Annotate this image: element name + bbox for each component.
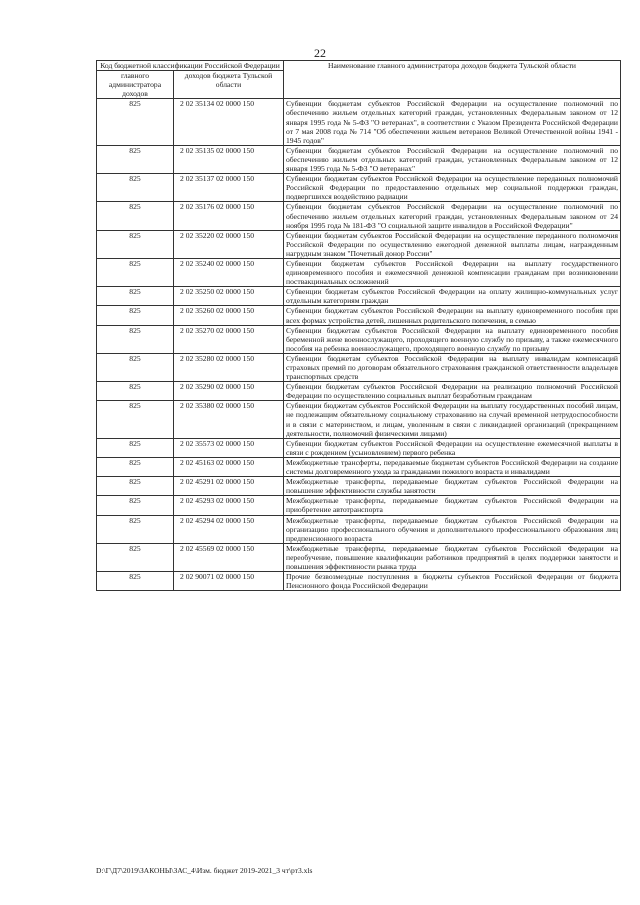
income-code-cell: 2 02 35290 02 0000 150 (174, 382, 284, 401)
table-row (97, 515, 621, 543)
table-row (97, 174, 621, 202)
table-header-row (97, 61, 621, 71)
income-code-cell: 2 02 35137 02 0000 150 (174, 174, 284, 202)
administrator-name-header: Наименование главного администратора доходов бюджета Тульской области (284, 61, 621, 99)
income-code-cell: 2 02 45163 02 0000 150 (174, 457, 284, 476)
income-name-cell: Субвенции бюджетам субъектов Российской Федерации на осуществление ежемесячной выплаты в связи с рождением (усыновлением) первого ребенка (284, 438, 621, 457)
income-name-cell: Субвенции бюджетам субъектов Российской Федерации на осуществление полномочий по обеспечению жильем отдельных категорий граждан, установленных Федеральным законом от 24 ноября 1995 года № 181-ФЗ "О социальной защите инвалидов в Российской Федерации" (284, 202, 621, 230)
income-code-cell: 2 02 45294 02 0000 150 (174, 515, 284, 543)
income-name-cell: Межбюджетные трансферты, передаваемые бюджетам субъектов Российской Федерации на создание системы долговременного ухода за гражданами пожилого возраста и инвалидами (284, 457, 621, 476)
table-row (97, 496, 621, 515)
income-code-cell: 2 02 35250 02 0000 150 (174, 287, 284, 306)
table-row (97, 287, 621, 306)
income-code-cell: 2 02 90071 02 0000 150 (174, 572, 284, 591)
admin-code-cell: 825 (97, 287, 174, 306)
admin-code-cell: 825 (97, 457, 174, 476)
admin-code-cell: 825 (97, 401, 174, 438)
income-code-cell: 2 02 45293 02 0000 150 (174, 496, 284, 515)
income-name-cell: Субвенции бюджетам субъектов Российской Федерации на реализацию полномочий Российской Федерации по осуществлению социальных выплат безработным гражданам (284, 382, 621, 401)
admin-code-cell: 825 (97, 258, 174, 286)
admin-code-cell: 825 (97, 325, 174, 353)
admin-code-cell: 825 (97, 145, 174, 173)
income-code-cell: 2 02 35260 02 0000 150 (174, 306, 284, 325)
admin-code-cell: 825 (97, 477, 174, 496)
revenue-classification-table (96, 60, 621, 591)
income-name-cell: Прочие безвозмездные поступления в бюджеты субъектов Российской Федерации от бюджета Пенсионного фонда Российской Федерации (284, 572, 621, 591)
income-code-cell: 2 02 35220 02 0000 150 (174, 230, 284, 258)
income-name-cell: Субвенции бюджетам субъектов Российской Федерации на осуществление полномочий по обеспечению жильем отдельных категорий граждан, установленных Федеральным законом от 12 января 1995 года № 5-ФЗ "О ветеранах", в соответствии с Указом Президента Российской Федерации от 7 мая 2008 года № 714 "Об обеспечении жильем ветеранов Великой Отечественной войны 1941 - 1945 годов" (284, 99, 621, 145)
table-row (97, 401, 621, 438)
income-name-cell: Субвенции бюджетам субъектов Российской Федерации на выплату инвалидам компенсаций страховых премий по договорам обязательного страхования гражданской ответственности владельцев транспортных средств (284, 353, 621, 381)
table-row (97, 202, 621, 230)
income-code-cell: 2 02 35270 02 0000 150 (174, 325, 284, 353)
income-column-header: доходов бюджета Тульской области (174, 71, 284, 99)
income-name-cell: Субвенции бюджетам субъектов Российской Федерации на выплату единовременного пособия при всех формах устройства детей, лишенных родительского попечения, в семью (284, 306, 621, 325)
table-row (97, 438, 621, 457)
admin-code-cell: 825 (97, 353, 174, 381)
income-code-cell: 2 02 35280 02 0000 150 (174, 353, 284, 381)
income-name-cell: Субвенции бюджетам субъектов Российской Федерации на выплату единовременного пособия беременной жене военнослужащего, проходящего военную службу по призыву, а также ежемесячного пособия на ребенка военнослужащего, проходящего военную службу по призыву (284, 325, 621, 353)
table-row (97, 353, 621, 381)
admin-code-cell: 825 (97, 174, 174, 202)
admin-code-cell: 825 (97, 496, 174, 515)
income-name-cell: Субвенции бюджетам субъектов Российской Федерации на осуществление полномочий по обеспечению жильем отдельных категорий граждан, установленных Федеральным законом от 12 января 1995 года № 5-ФЗ "О ветеранах" (284, 145, 621, 173)
income-code-cell: 2 02 35176 02 0000 150 (174, 202, 284, 230)
income-name-cell: Субвенции бюджетам субъектов Российской Федерации на выплату государственных пособий лицам, не подлежащим обязательному социальному страхованию на случай временной нетрудоспособности и в связи с материнством, и лицам, уволенным в связи с ликвидацией организаций (прекращением деятельности, полномочий физическими лицами) (284, 401, 621, 438)
table-row (97, 306, 621, 325)
table-row (97, 543, 621, 571)
income-code-cell: 2 02 45569 02 0000 150 (174, 543, 284, 571)
income-code-cell: 2 02 35573 02 0000 150 (174, 438, 284, 457)
admin-code-cell: 825 (97, 572, 174, 591)
income-name-cell: Межбюджетные трансферты, передаваемые бюджетам субъектов Российской Федерации на организацию профессионального обучения и дополнительного профессионального образования лиц предпенсионного возраста (284, 515, 621, 543)
income-name-cell: Субвенции бюджетам субъектов Российской Федерации на осуществление переданного полномочия Российской Федерации по осуществлению ежегодной денежной выплаты лицам, награжденным нагрудным знаком "Почетный донор России" (284, 230, 621, 258)
income-code-cell: 2 02 35240 02 0000 150 (174, 258, 284, 286)
income-name-cell: Межбюджетные трансферты, передаваемые бюджетам субъектов Российской Федерации на повышение эффективности службы занятости (284, 477, 621, 496)
classification-code-header: Код бюджетной классификации Российской Федерации (97, 61, 284, 71)
income-name-cell: Межбюджетные трансферты, передаваемые бюджетам субъектов Российской Федерации на переобучение, повышение квалификации работников предприятий в целях поддержки занятости и повышения эффективности рынка труда (284, 543, 621, 571)
table-row (97, 477, 621, 496)
admin-code-cell: 825 (97, 438, 174, 457)
income-name-cell: Субвенции бюджетам субъектов Российской Федерации на оплату жилищно-коммунальных услуг отдельным категориям граждан (284, 287, 621, 306)
income-name-cell: Субвенции бюджетам субъектов Российской Федерации на осуществление переданных полномочий Российской Федерации по предоставлению отдельных мер социальной поддержки граждан, подвергшихся воздействию радиации (284, 174, 621, 202)
income-code-cell: 2 02 35380 02 0000 150 (174, 401, 284, 438)
table-row (97, 145, 621, 173)
admin-code-cell: 825 (97, 382, 174, 401)
table-row (97, 457, 621, 476)
income-name-cell: Субвенции бюджетам субъектов Российской Федерации на выплату государственного единовременного пособия и ежемесячной денежной компенсации гражданам при возникновении поствакцинальных осложнений (284, 258, 621, 286)
table-row (97, 572, 621, 591)
admin-column-header: главного администратора доходов (97, 71, 174, 99)
income-name-cell: Межбюджетные трансферты, передаваемые бюджетам субъектов Российской Федерации на приобретение автотранспорта (284, 496, 621, 515)
admin-code-cell: 825 (97, 306, 174, 325)
income-code-cell: 2 02 35134 02 0000 150 (174, 99, 284, 145)
admin-code-cell: 825 (97, 230, 174, 258)
page-number: 22 (314, 46, 326, 60)
income-code-cell: 2 02 35135 02 0000 150 (174, 145, 284, 173)
admin-code-cell: 825 (97, 99, 174, 145)
table-row (97, 382, 621, 401)
table-row (97, 99, 621, 145)
income-code-cell: 2 02 45291 02 0000 150 (174, 477, 284, 496)
admin-code-cell: 825 (97, 515, 174, 543)
table-row (97, 325, 621, 353)
table-row (97, 230, 621, 258)
admin-code-cell: 825 (97, 202, 174, 230)
file-path-footer: D:\Г\Д7\2019\ЗАКОНЫ\ЗАС_4\Изм. бюджет 2019-2021_3 чт\рт3.xls (96, 866, 313, 875)
admin-code-cell: 825 (97, 543, 174, 571)
table-body (97, 99, 621, 591)
table-row (97, 258, 621, 286)
